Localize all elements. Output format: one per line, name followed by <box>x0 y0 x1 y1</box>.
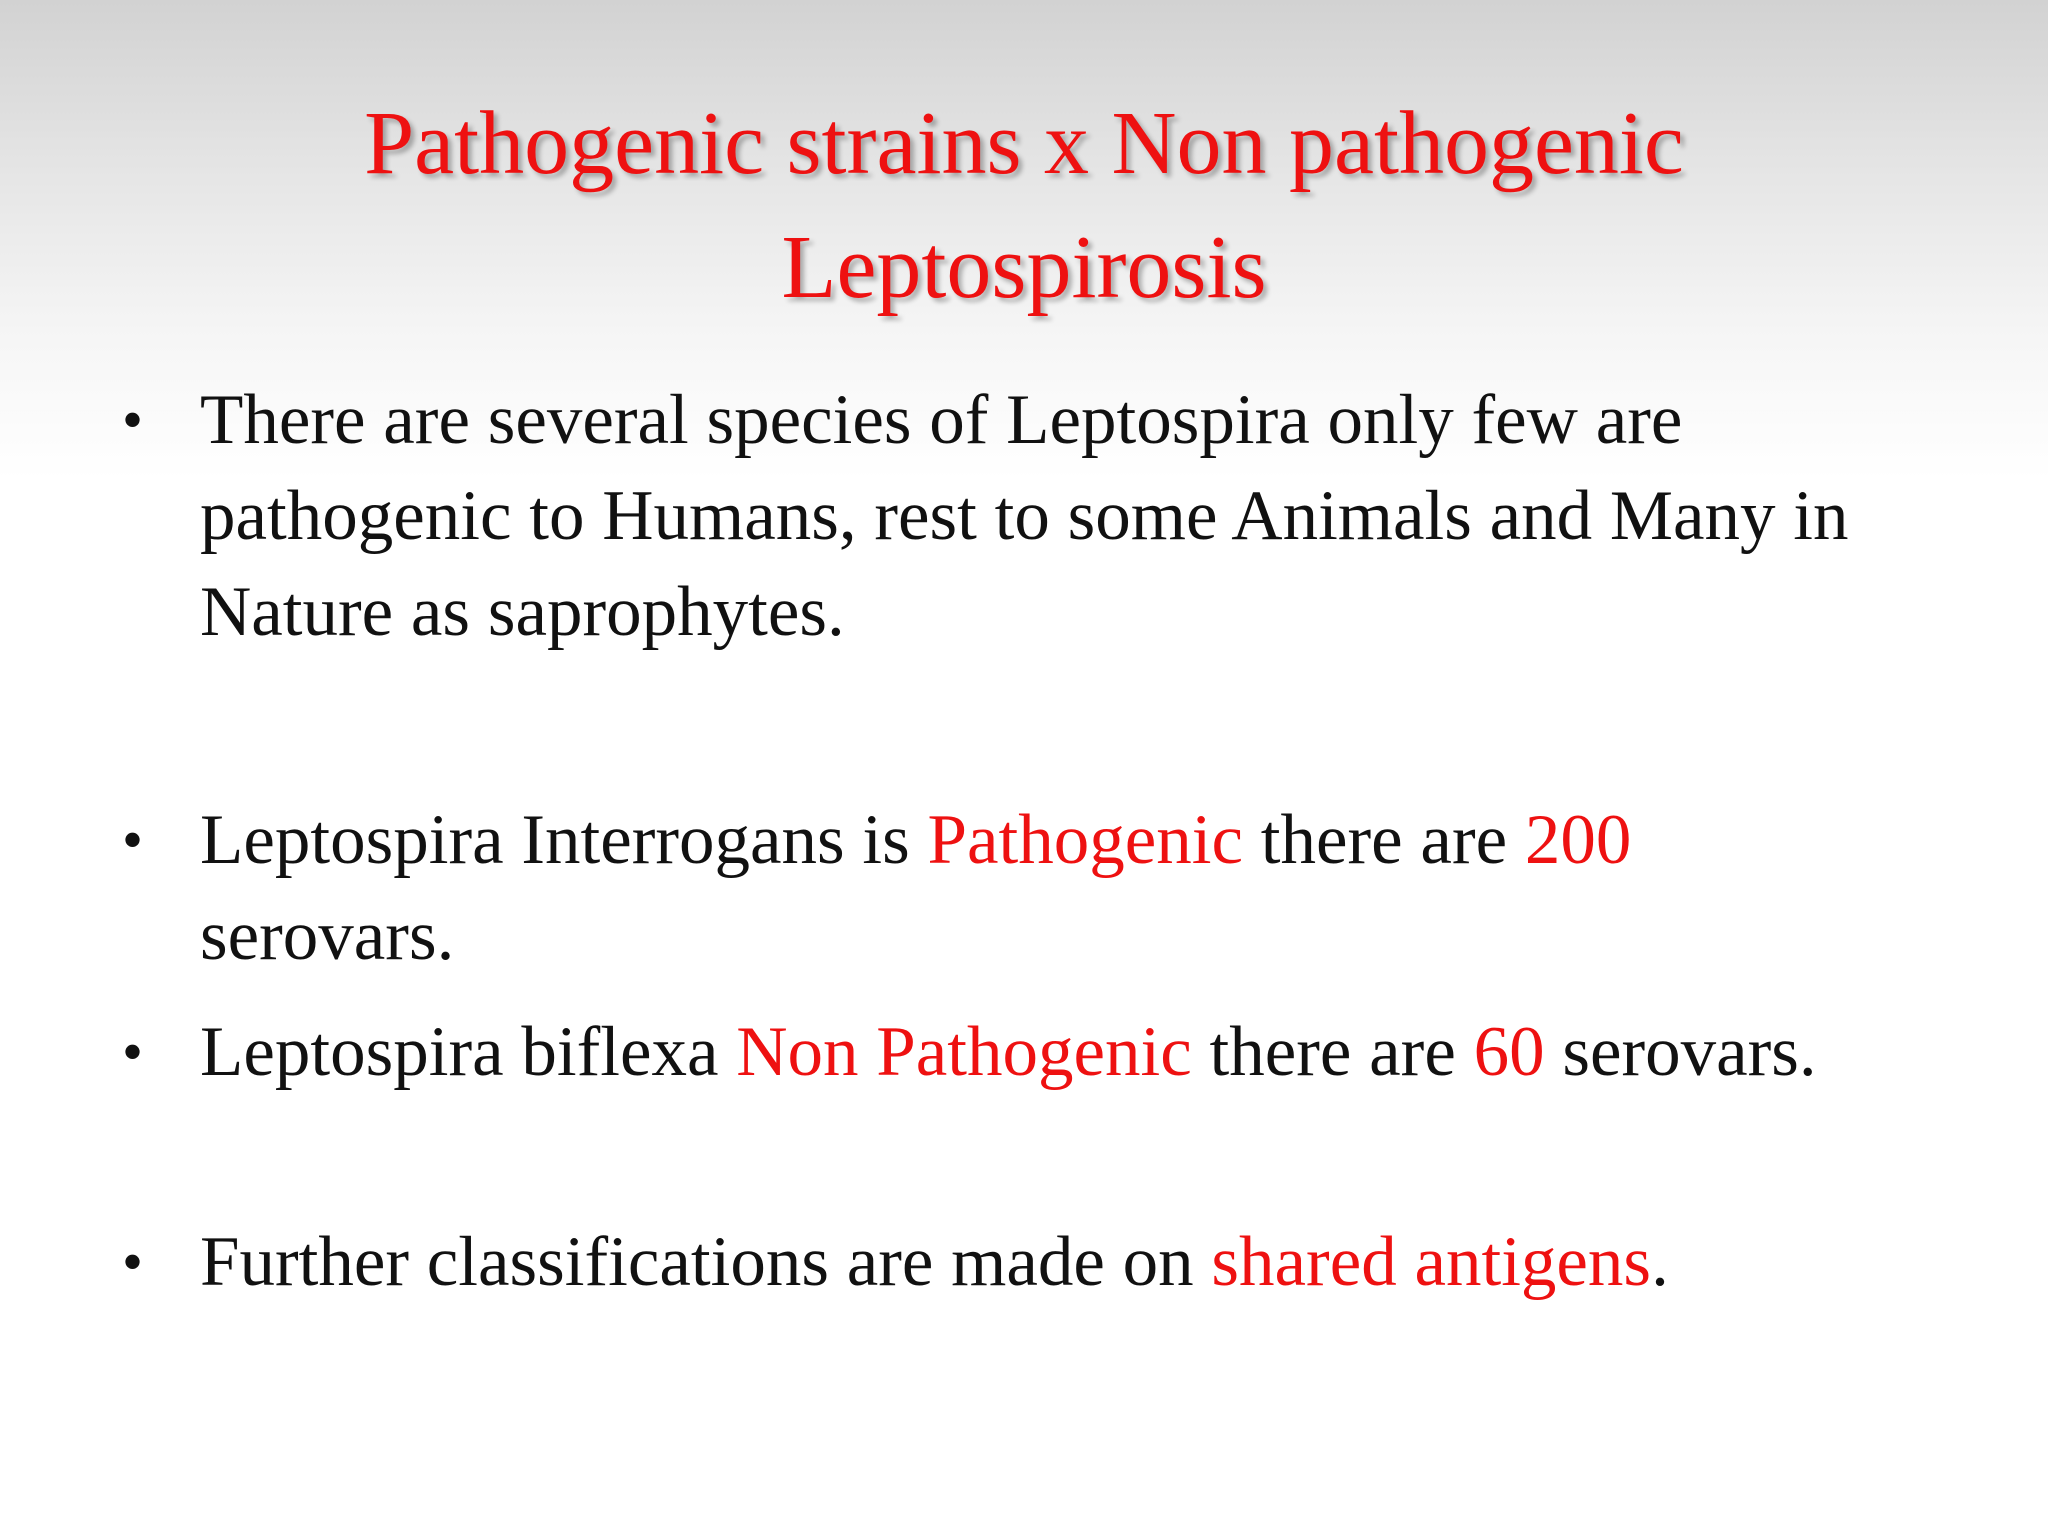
bullet-text: serovars. <box>200 897 455 975</box>
bullet-text: There are several species of Leptospira only few are pathogenic to Humans, rest to some Animals and Many in Nature as saprophytes. <box>200 381 1849 651</box>
highlight-non-pathogenic: Non Pathogenic <box>736 1013 1192 1091</box>
bullet-item-classifications <box>122 1214 1880 1310</box>
bullet-dot: • <box>122 387 144 453</box>
highlight-shared-antigens: shared antigens <box>1211 1223 1652 1301</box>
bullet-text: Leptospira Interrogans is <box>200 801 928 879</box>
bullet-text: serovars. <box>1544 1013 1817 1091</box>
slide-title-line-2: Leptospirosis <box>781 218 1267 317</box>
bullet-item-species <box>122 372 1880 660</box>
bullet-text: Leptospira biflexa <box>200 1013 737 1091</box>
bullet-item-biflexa <box>122 1004 1880 1100</box>
bullet-text: . <box>1651 1223 1669 1301</box>
bullet-text: Further classifications are made on <box>200 1223 1212 1301</box>
highlight-serovar-count: 60 <box>1473 1013 1545 1091</box>
bullet-dot: • <box>122 807 144 873</box>
slide-title <box>100 82 1948 330</box>
highlight-serovar-count: 200 <box>1524 801 1632 879</box>
bullet-item-interrogans <box>122 792 1880 984</box>
slide-title-line-1: Pathogenic strains x Non pathogenic <box>364 94 1684 193</box>
bullet-dot: • <box>122 1229 144 1295</box>
bullet-text: there are <box>1191 1013 1474 1091</box>
bullet-text: there are <box>1243 801 1525 879</box>
bullet-dot: • <box>122 1019 144 1085</box>
highlight-pathogenic: Pathogenic <box>927 801 1244 879</box>
